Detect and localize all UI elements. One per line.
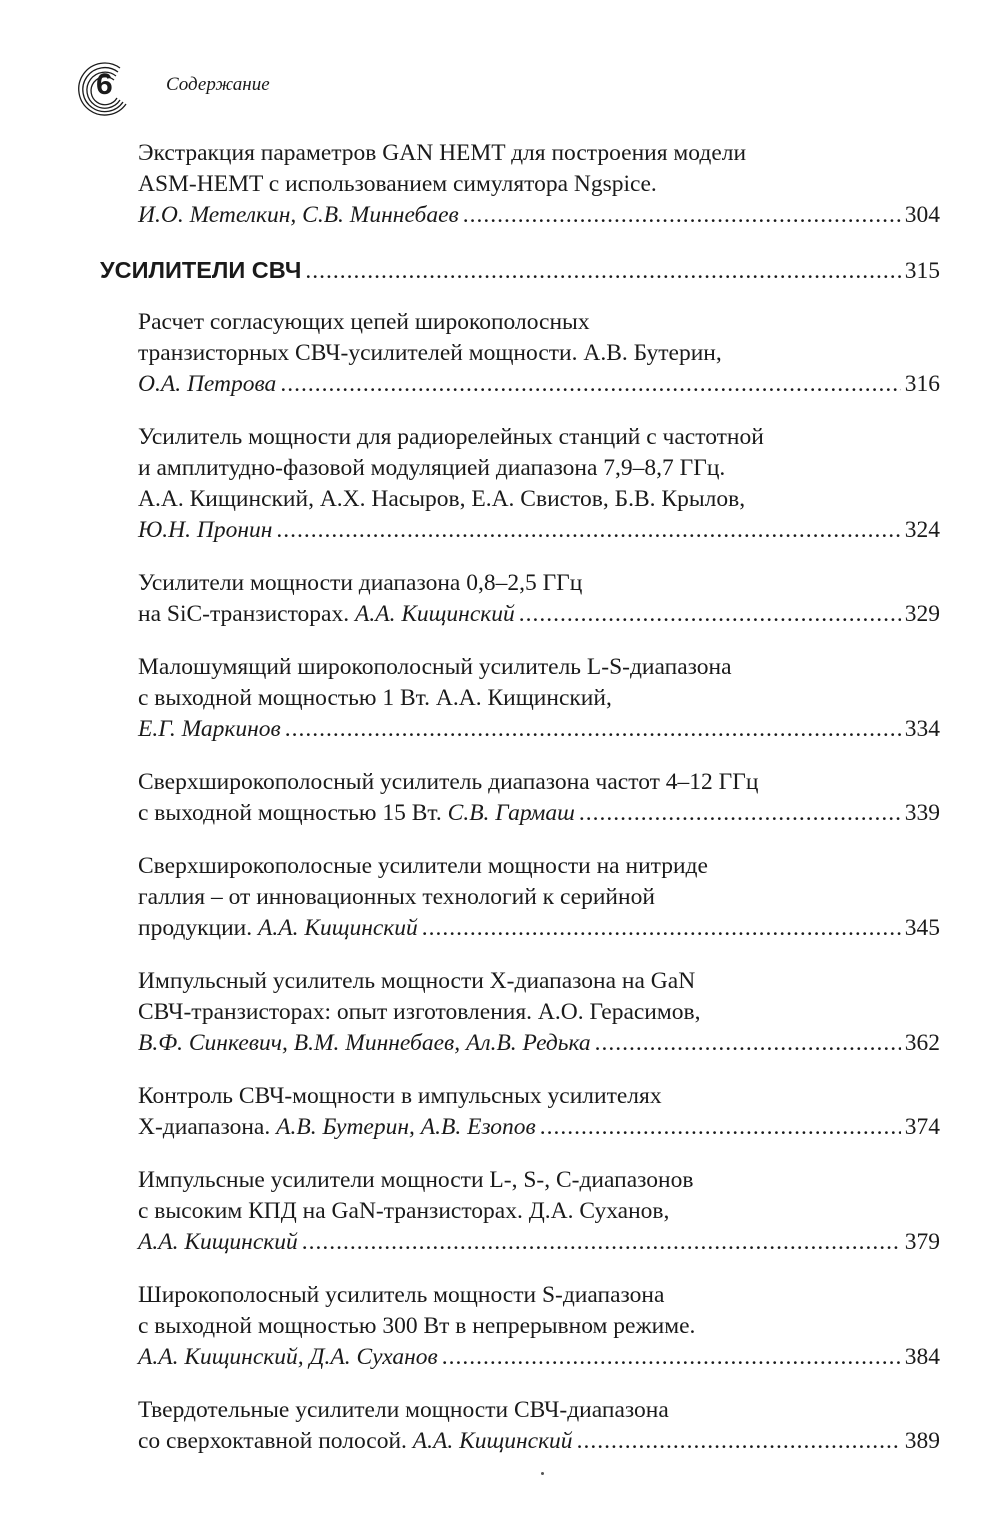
toc-entry[interactable] [138, 652, 940, 745]
entry-title-line: с выходной мощностью 300 Вт в непрерывном режиме. [138, 1313, 696, 1339]
running-title: Содержание [166, 74, 270, 95]
dot-leader [422, 913, 901, 944]
section-entries [100, 307, 940, 1457]
entry-page-number: 329 [904, 601, 940, 627]
toc-entry[interactable] [138, 307, 940, 400]
dot-leader [305, 256, 900, 287]
entry-page-number: 362 [904, 1030, 940, 1056]
entry-authors: О.А. Петрова [138, 371, 277, 397]
entry-title-line: Сверхширокополосные усилители мощности на нитриде [138, 853, 708, 879]
entry-title-line: Усилитель мощности для радиорелейных станций с частотной [138, 424, 764, 450]
entry-authors: В.Ф. Синкевич, В.М. Миннебаев, Ал.В. Редька [138, 1030, 591, 1056]
entry-page-number: 379 [904, 1229, 940, 1255]
entry-page-number: 304 [904, 202, 940, 228]
entry-leader-line [138, 599, 940, 630]
entry-title-line: ASM-HEMT с использованием симулятора Ngspice. [138, 171, 657, 197]
entry-title-line: Широкополосный усилитель мощности S-диапазона [138, 1282, 665, 1308]
toc-entry[interactable] [138, 767, 940, 829]
entry-text-wrap [138, 714, 281, 745]
dot-leader [285, 714, 901, 745]
dot-leader [540, 1112, 901, 1143]
entry-leader-line [138, 1227, 940, 1258]
entry-authors: С.В. Гармаш [447, 800, 575, 826]
entry-title-tail: с выходной мощностью 15 Вт. [138, 800, 448, 826]
section-title: УСИЛИТЕЛИ СВЧ [100, 257, 302, 283]
entry-title-line: Импульсный усилитель мощности X-диапазона на GaN [138, 968, 696, 994]
entry-leader-line [138, 1028, 940, 1059]
section-page-number: 315 [904, 258, 940, 284]
entry-title-tail: продукции. [138, 915, 259, 941]
entry-title-line: Расчет согласующих цепей широкополосных [138, 309, 590, 335]
dot-leader [280, 369, 900, 400]
entry-title-line: Импульсные усилители мощности L-, S-, C-диапазонов [138, 1167, 694, 1193]
entry-page-number: 384 [904, 1344, 940, 1370]
entry-authors: А.А. Кищинский [258, 915, 418, 941]
entry-authors: И.О. Метелкин, С.В. Миннебаев [138, 202, 459, 228]
entry-authors: А.А. Кищинский [138, 1229, 298, 1255]
entry-page-number: 339 [904, 800, 940, 826]
entry-authors: А.А. Кищинский, Д.А. Суханов [138, 1344, 438, 1370]
entry-title-line: А.А. Кищинский, А.Х. Насыров, Е.А. Свистов, Б.В. Крылов, [138, 486, 746, 512]
entry-title-tail: со сверхоктавной полосой. [138, 1428, 413, 1454]
entry-text-wrap [138, 599, 515, 630]
entry-leader-line [138, 369, 940, 400]
entry-page-number: 345 [904, 915, 940, 941]
entry-authors: Е.Г. Маркинов [138, 716, 281, 742]
entry-title-line: Твердотельные усилители мощности СВЧ-диапазона [138, 1397, 669, 1423]
entry-leader-line [138, 1112, 940, 1143]
toc-entry[interactable] [138, 851, 940, 944]
dot-leader [577, 1426, 901, 1457]
entry-authors: А.А. Кищинский [412, 1428, 573, 1454]
toc-entry[interactable] [138, 966, 940, 1059]
page-header [72, 60, 472, 120]
entry-leader-line [138, 913, 940, 944]
entry-title-line: с выходной мощностью 1 Вт. А.А. Кищинский, [138, 685, 612, 711]
entry-page-number: 316 [904, 371, 940, 397]
entry-title-line: Малошумящий широкополосный усилитель L-S-диапазона [138, 654, 732, 680]
section-heading[interactable] [100, 255, 940, 287]
entry-text-wrap [138, 1227, 298, 1258]
entry-authors: А.В. Бутерин, А.В. Езопов [276, 1114, 536, 1140]
entry-page-number: 389 [904, 1428, 940, 1454]
entry-authors: Ю.Н. Пронин [138, 517, 273, 543]
toc-entry[interactable] [138, 1395, 940, 1457]
entry-title-line: с высоким КПД на GaN-транзисторах. Д.А. Суханов, [138, 1198, 670, 1224]
entry-text-wrap [138, 369, 276, 400]
entry-title-line: и амплитудно-фазовой модуляцией диапазона 7,9–8,7 ГГц. [138, 455, 726, 481]
dot-leader [442, 1342, 901, 1373]
dot-leader [302, 1227, 901, 1258]
entry-text-wrap [138, 913, 418, 944]
toc-entry[interactable] [138, 1081, 940, 1143]
entry-title-tail: X-диапазона. [138, 1114, 277, 1140]
entry-page-number: 334 [904, 716, 940, 742]
dot-leader [276, 515, 900, 546]
print-speck [541, 1472, 544, 1475]
entry-leader-line [138, 714, 940, 745]
entry-leader-line [138, 515, 940, 546]
entry-text-wrap [138, 1342, 438, 1373]
entry-title-line: Экстракция параметров GAN HEMT для построения модели [138, 140, 747, 166]
toc-entry[interactable] [138, 138, 940, 231]
page-number: 6 [96, 68, 113, 101]
entry-leader-line [138, 1342, 940, 1373]
toc-entry[interactable] [138, 1280, 940, 1373]
entry-title-line: Контроль СВЧ-мощности в импульсных усилителях [138, 1083, 662, 1109]
entry-page-number: 374 [904, 1114, 940, 1140]
dot-leader [579, 798, 901, 829]
toc-entry[interactable] [138, 568, 940, 630]
entry-title-tail: на SiC-транзисторах. [138, 601, 355, 627]
table-of-contents [100, 138, 940, 1479]
dot-leader [595, 1028, 901, 1059]
entry-title-line: Усилители мощности диапазона 0,8–2,5 ГГц [138, 570, 583, 596]
entry-title-line: СВЧ-транзисторах: опыт изготовления. А.О. Герасимов, [138, 999, 701, 1025]
entry-title-line: галлия – от инновационных технологий к серийной [138, 884, 655, 910]
entry-leader-line [138, 200, 940, 231]
entry-authors: А.А. Кищинский [354, 601, 515, 627]
toc-entry[interactable] [138, 1165, 940, 1258]
entry-text-wrap [138, 1028, 591, 1059]
entry-text-wrap [138, 798, 575, 829]
entry-leader-line [138, 1426, 940, 1457]
entry-text-wrap [138, 1426, 573, 1457]
dot-leader [463, 200, 901, 231]
entry-title-line: транзисторных СВЧ-усилителей мощности. А.В. Бутерин, [138, 340, 722, 366]
entry-text-wrap [138, 515, 272, 546]
entry-page-number: 324 [904, 517, 940, 543]
dot-leader [519, 599, 901, 630]
entry-title-line: Сверхширокополосный усилитель диапазона частот 4–12 ГГц [138, 769, 759, 795]
toc-entry[interactable] [138, 422, 940, 546]
entry-leader-line [138, 798, 940, 829]
entry-text-wrap [138, 1112, 536, 1143]
